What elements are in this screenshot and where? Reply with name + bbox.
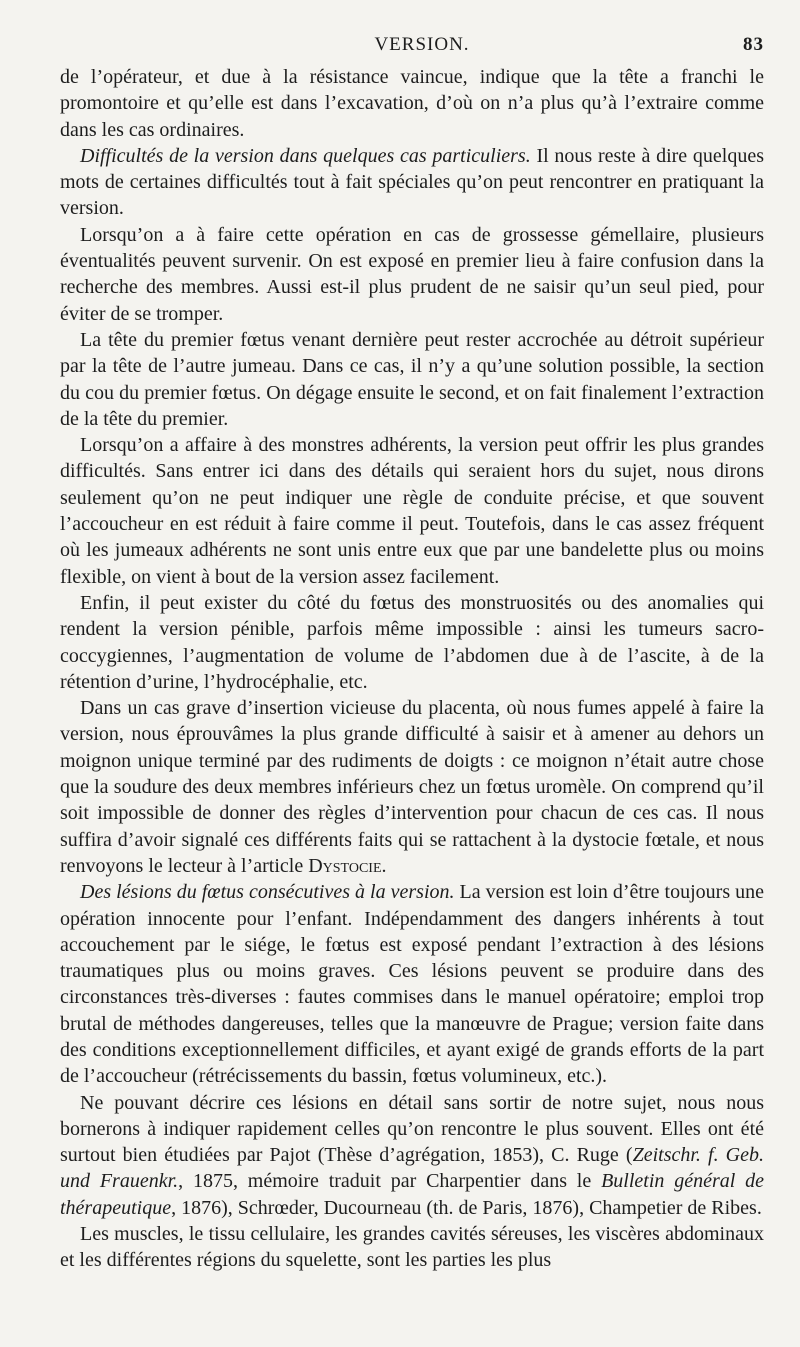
- paragraph: [60, 143, 764, 222]
- paragraph-text: Lorsqu’on a à faire cette opération en cas de grossesse gémellaire, plusieurs éventualités peuvent survenir. On est exposé en premier lieu à faire confusion dans la recherche des membres. Aussi est-il plus prudent de ne saisir qu’un seul pied, pour éviter de se tromper.: [60, 223, 764, 325]
- paragraph-text: Lorsqu’on a affaire à des monstres adhérents, la version peut offrir les plus grandes difficultés. Sans entrer ici dans des détails qui seraient hors du sujet, nous dirons seulement qu’on ne peut indiquer une règle de conduite précise, et que souvent l’accoucheur en est réduit à faire comme il peut. Toutefois, dans le cas assez fréquent où les jumeaux adhérents ne sont unis entre eux que par une bandelette plus ou moins flexible, on vient à bout de la version assez facilement.: [60, 434, 764, 588]
- paragraph-text: Dans un cas grave d’insertion vicieuse du placenta, où nous fumes appelé à faire la version, nous éprouvâmes la plus grande difficulté à saisir et à amener au dehors un moignon unique terminé par des rudiments de doigts : ce moignon n’était autre chose que la soudure des deux membres inférieurs chez un fœtus uromèle. On comprend qu’il soit impossible de donner des règles d’intervention pour chacun de ces cas. Il nous suffira d’avoir signalé ces différents faits qui se rattachent à la dystocie fœtale, et nous renvoyons le lecteur à l’article: [60, 697, 764, 877]
- section-heading: Difficultés de la version dans quelques cas particuliers.: [80, 144, 531, 167]
- paragraph: [60, 222, 764, 327]
- paragraph: [60, 695, 764, 879]
- paragraph-text: , 1876), Schrœder, Ducourneau (th. de Paris, 1876), Champetier de Ribes.: [171, 1196, 762, 1219]
- paragraph-text: Il nous reste à dire quelques mots de certaines difficultés tout à fait spéciales qu’on peut rencontrer en pratiquant la version.: [60, 144, 765, 220]
- punctuation: .: [381, 854, 387, 877]
- paragraph: [60, 1221, 764, 1274]
- paragraph: de l’opérateur, et due à la résistance vaincue, indique que la tête a franchi le promontoire et qu’elle est dans l’excavation, d’où on n’a plus qu’à l’extraire comme dans les cas ordinaires.: [60, 66, 764, 141]
- paragraph: [60, 1090, 764, 1221]
- paragraph: [60, 879, 764, 1089]
- journal-title: Bulletin général de thérapeutique: [60, 1170, 764, 1219]
- paragraph-text: La version est loin d’être toujours une opération innocente pour l’enfant. Indépendamment des dangers inhérents à tout accouchement par le siége, le fœtus est exposé pendant l’extraction à des lésions traumatiques plus ou moins graves. Ces lésions peuvent se produire dans des circonstances très-diverses : fautes commises dans le manuel opératoire; emploi trop brutal de méthodes dangereuses, telles que la manœuvre de Prague; version faite dans des conditions exceptionnellement difficiles, et ayant exigé de grands efforts de la part de l’accoucheur (rétrécissements du bassin, fœtus volumineux, etc.).: [60, 881, 764, 1088]
- body-text: [60, 64, 764, 1274]
- paragraph: [60, 327, 764, 432]
- article-reference: Dystocie: [308, 854, 382, 877]
- running-title: VERSION.: [374, 34, 470, 55]
- journal-title: Zeitschr. f. Geb. und Frauenkr.: [60, 1144, 765, 1193]
- paragraph-text: La tête du premier fœtus venant dernière peut rester accrochée au détroit supérieur par la tête de l’autre jumeau. Dans ce cas, il n’y a qu’une solution possible, la section du cou du premier fœtus. On dégage ensuite le second, et on fait finalement l’extraction de la tête du premier.: [60, 328, 764, 430]
- paragraph-text: Les muscles, le tissu cellulaire, les grandes cavités séreuses, les viscères abdominaux et les différentes régions du squelette, sont les parties les plus: [60, 1223, 764, 1272]
- running-header: [60, 34, 764, 64]
- paragraph-text: Enfin, il peut exister du côté du fœtus des monstruosités ou des anomalies qui rendent la version pénible, parfois même impossible : ainsi les tumeurs sacro-coccygiennes, l’augmentation de volume de l’abdomen due à de l’ascite, à de la rétention d’urine, l’hydrocéphalie, etc.: [60, 591, 764, 693]
- paragraph-text: Ne pouvant décrire ces lésions en détail sans sortir de notre sujet, nous nous bornerons à indiquer rapidement celles qu’on rencontre le plus souvent. Elles ont été surtout bien étudiées par Pajot (Thèse d’agrégation, 1853), C. Ruge (: [60, 1091, 764, 1167]
- paragraph: [60, 590, 764, 695]
- section-heading: Des lésions du fœtus consécutives à la version.: [80, 881, 455, 904]
- paragraph-text: , 1875, mémoire traduit par Charpentier dans le: [178, 1170, 602, 1193]
- page-number: 83: [743, 34, 764, 55]
- paragraph: [60, 432, 764, 590]
